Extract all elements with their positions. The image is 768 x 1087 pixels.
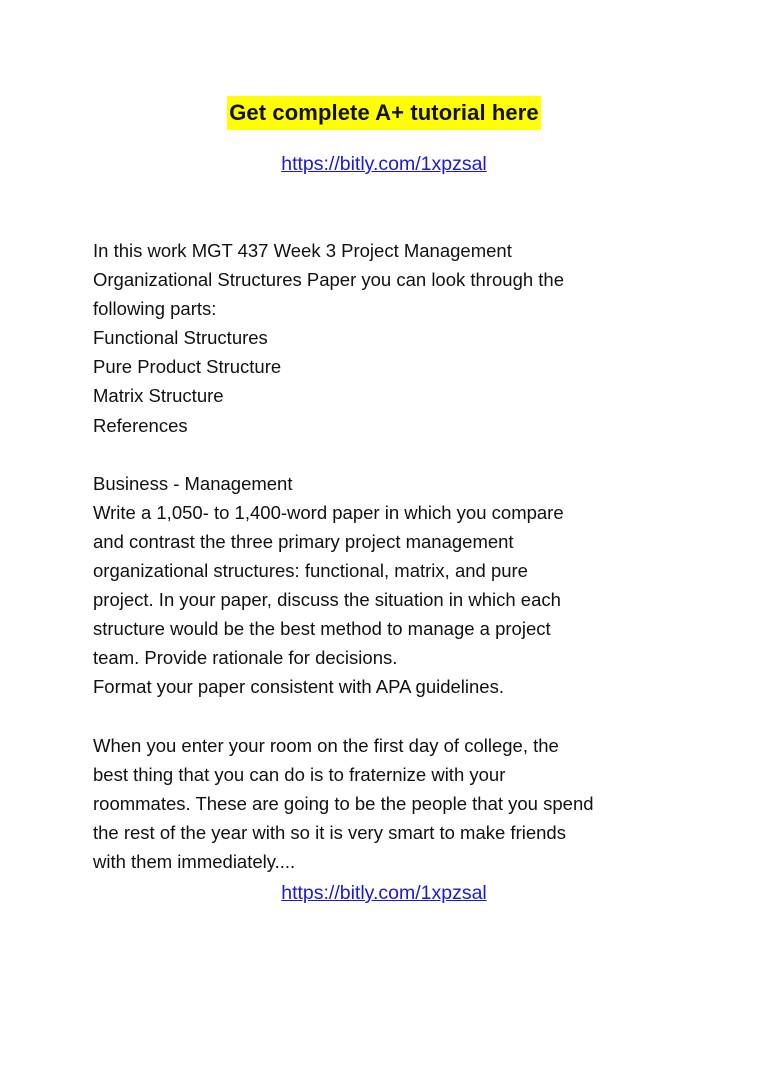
tutorial-link-top[interactable]: https://bitly.com/1xpzsal: [281, 153, 487, 175]
part-references: References: [93, 414, 188, 436]
tutorial-link-bottom[interactable]: https://bitly.com/1xpzsal: [281, 882, 487, 904]
page-title: Get complete A+ tutorial here: [227, 96, 541, 130]
part-matrix-structure: Matrix Structure: [93, 385, 224, 407]
assignment-paragraph: [93, 469, 693, 702]
title-container: [0, 96, 768, 130]
paragraph-gap: [93, 702, 693, 731]
assignment-line: Format your paper consistent with APA guidelines.: [93, 676, 504, 698]
intro-line: Organizational Structures Paper you can look through the: [93, 269, 565, 291]
assignment-line: team. Provide rationale for decisions.: [93, 647, 398, 669]
intro-line: In this work MGT 437 Week 3 Project Management: [93, 240, 512, 261]
top-link-container: [0, 152, 768, 176]
assignment-line: structure would be the best method to manage a project: [93, 618, 551, 640]
closing-line: When you enter your room on the first day of college, the: [93, 734, 559, 756]
intro-paragraph: [93, 236, 693, 440]
closing-line: roommates. These are going to be the people that you spend: [93, 792, 594, 814]
assignment-line: Write a 1,050- to 1,400-word paper in which you compare: [93, 501, 564, 523]
bottom-link-container: [0, 881, 768, 905]
closing-line: with them immediately....: [93, 850, 296, 872]
body-text: [93, 236, 693, 876]
part-pure-product-structure: Pure Product Structure: [93, 356, 282, 378]
closing-line: the rest of the year with so it is very smart to make friends: [93, 821, 566, 843]
intro-line: following parts:: [93, 298, 217, 320]
assignment-line: project. In your paper, discuss the situation in which each: [93, 589, 561, 611]
closing-paragraph: [93, 731, 693, 876]
closing-line: best thing that you can do is to fraternize with your: [93, 763, 506, 785]
assignment-line: organizational structures: functional, matrix, and pure: [93, 560, 528, 582]
paragraph-gap: [93, 440, 693, 469]
assignment-line: and contrast the three primary project management: [93, 530, 514, 552]
part-functional-structures: Functional Structures: [93, 327, 268, 349]
assignment-category: Business - Management: [93, 472, 293, 494]
